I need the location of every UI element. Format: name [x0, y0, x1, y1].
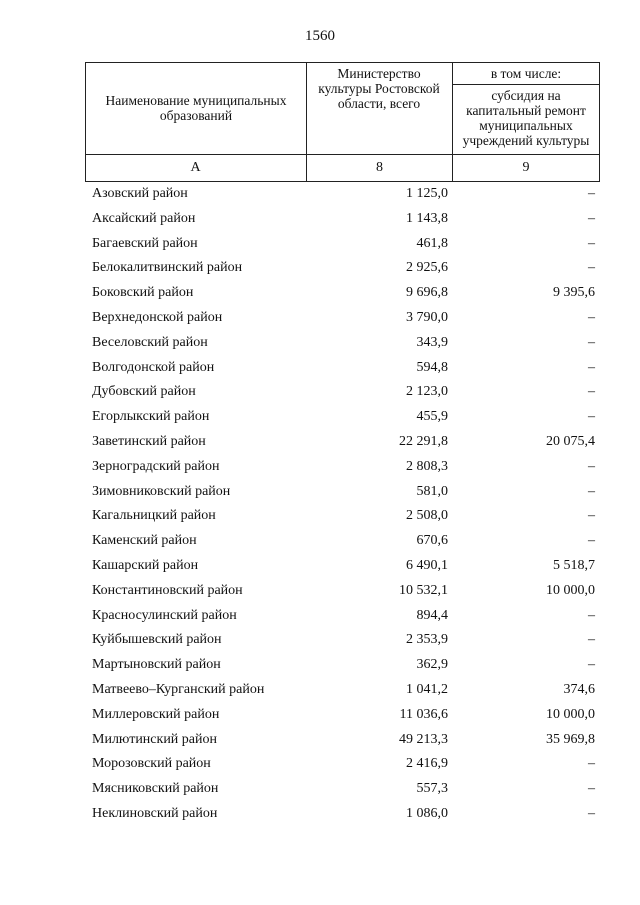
row-total: 3 790,0 [406, 309, 448, 325]
row-total: 1 143,8 [406, 210, 448, 226]
table-row [0, 333, 640, 358]
row-total: 581,0 [416, 483, 448, 499]
row-total: 2 925,6 [406, 260, 448, 276]
row-subsidy: – [588, 483, 595, 499]
table-row [0, 358, 640, 383]
row-total: 2 123,0 [406, 384, 448, 400]
header-num-a: А [190, 160, 201, 175]
row-total: 594,8 [416, 359, 448, 375]
table-row [0, 258, 640, 283]
row-total: 22 291,8 [399, 433, 448, 449]
row-name: Кагальницкий район [92, 508, 216, 524]
table-row [0, 655, 640, 680]
table-row [0, 680, 640, 705]
table-header [85, 62, 600, 182]
table-row [0, 606, 640, 631]
header-col-ministry: Министерство культуры Ростовской области, всего [318, 66, 440, 111]
row-subsidy: – [588, 409, 595, 425]
row-name: Егорлыкский район [92, 409, 210, 425]
row-name: Белокалитвинский район [92, 260, 243, 276]
header-right-rule [599, 62, 600, 182]
table-row [0, 482, 640, 507]
table-row [0, 779, 640, 804]
row-subsidy: – [588, 334, 595, 350]
row-subsidy: – [588, 359, 595, 375]
row-total: 11 036,6 [399, 706, 448, 722]
row-subsidy: 5 518,7 [553, 557, 595, 573]
row-name: Верхнедонской район [92, 309, 223, 325]
table-row [0, 457, 640, 482]
page-number: 1560 [305, 28, 335, 44]
row-subsidy: 10 000,0 [546, 582, 595, 598]
row-total: 9 696,8 [406, 285, 448, 301]
table-row [0, 705, 640, 730]
row-name: Милютинский район [92, 731, 218, 747]
row-total: 343,9 [416, 334, 448, 350]
row-total: 1 086,0 [406, 805, 448, 821]
header-col-including: в том числе: [490, 66, 562, 81]
row-name: Матвеево–Курганский район [92, 681, 265, 697]
header-bottom-rule [85, 181, 600, 182]
table-row [0, 209, 640, 234]
row-subsidy: 35 969,8 [546, 731, 595, 747]
row-total: 49 213,3 [399, 731, 448, 747]
table-row [0, 382, 640, 407]
row-subsidy: – [588, 607, 595, 623]
header-top-rule [85, 62, 600, 63]
table-row [0, 234, 640, 259]
table-row [0, 531, 640, 556]
row-total: 10 532,1 [399, 582, 448, 598]
row-subsidy: – [588, 186, 595, 201]
row-subsidy: 9 395,6 [553, 285, 595, 301]
row-subsidy: – [588, 458, 595, 474]
table-row [0, 581, 640, 606]
row-subsidy: – [588, 805, 595, 821]
row-total: 2 508,0 [406, 508, 448, 524]
row-name: Багаевский район [92, 235, 198, 251]
row-name: Морозовский район [92, 756, 211, 772]
row-total: 6 490,1 [406, 557, 448, 573]
row-total: 2 416,9 [406, 756, 448, 772]
row-subsidy: – [588, 632, 595, 648]
row-name: Красносулинский район [92, 607, 237, 623]
row-subsidy: – [588, 508, 595, 524]
table-row [0, 730, 640, 755]
row-subsidy: 374,6 [563, 681, 595, 697]
row-total: 1 041,2 [406, 681, 448, 697]
row-name: Миллеровский район [92, 706, 220, 722]
row-total: 894,4 [416, 607, 448, 623]
row-subsidy: 20 075,4 [546, 433, 595, 449]
row-name: Зерноградский район [92, 458, 220, 474]
row-subsidy: – [588, 210, 595, 226]
table-row [0, 184, 640, 209]
row-total: 2 808,3 [406, 458, 448, 474]
header-col-subsidy: субсидия на капитальный ремонт муниципальных учреждений культуры [462, 88, 590, 148]
table-row [0, 407, 640, 432]
row-total: 362,9 [416, 657, 448, 673]
table-body [0, 184, 640, 829]
row-subsidy: – [588, 309, 595, 325]
row-name: Кашарский район [92, 557, 199, 573]
row-name: Мясниковский район [92, 781, 219, 797]
row-name: Аксайский район [92, 210, 196, 226]
header-mid-rule [85, 154, 600, 155]
row-subsidy: – [588, 657, 595, 673]
table-row [0, 630, 640, 655]
table-row [0, 556, 640, 581]
row-name: Неклиновский район [92, 805, 218, 821]
row-total: 461,8 [416, 235, 448, 251]
row-name: Волгодонской район [92, 359, 215, 375]
row-total: 1 125,0 [406, 186, 448, 201]
header-sub-rule [452, 84, 600, 85]
header-num-8: 8 [376, 160, 383, 175]
row-subsidy: – [588, 756, 595, 772]
row-total: 2 353,9 [406, 632, 448, 648]
row-name: Мартыновский район [92, 657, 221, 673]
header-col-name: Наименование муниципальных образований [105, 93, 287, 123]
row-name: Боковский район [92, 285, 194, 301]
row-name: Каменский район [92, 533, 197, 549]
table-row [0, 506, 640, 531]
table-row [0, 432, 640, 457]
row-name: Веселовский район [92, 334, 208, 350]
row-total: 455,9 [416, 409, 448, 425]
table-row [0, 804, 640, 829]
row-name: Куйбышевский район [92, 632, 222, 648]
row-subsidy: – [588, 781, 595, 797]
row-total: 557,3 [416, 781, 448, 797]
table-row [0, 283, 640, 308]
row-subsidy: – [588, 260, 595, 276]
header-num-9: 9 [522, 160, 530, 175]
row-subsidy: 10 000,0 [546, 706, 595, 722]
row-name: Заветинский район [92, 433, 206, 449]
row-name: Азовский район [92, 186, 188, 201]
row-total: 670,6 [416, 533, 448, 549]
row-subsidy: – [588, 533, 595, 549]
row-subsidy: – [588, 235, 595, 251]
table-row [0, 754, 640, 779]
row-name: Дубовский район [92, 384, 196, 400]
row-name: Зимовниковский район [92, 483, 231, 499]
table-row [0, 308, 640, 333]
row-name: Константиновский район [92, 582, 243, 598]
row-subsidy: – [588, 384, 595, 400]
